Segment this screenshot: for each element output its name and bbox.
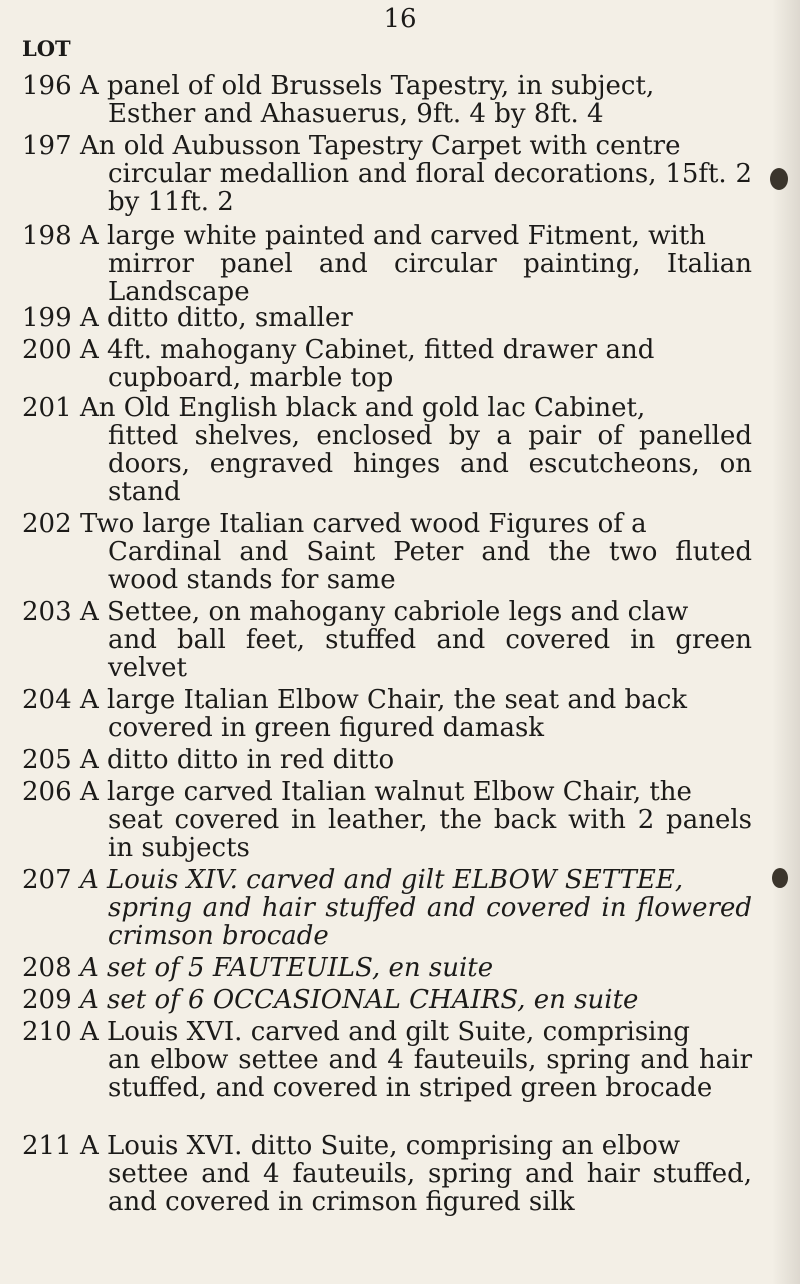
lot-description — [80, 510, 752, 594]
binding-mark — [770, 168, 788, 190]
lot-description — [80, 866, 752, 950]
lot-description-first-line: A Louis XIV. carved and gilt ELBOW SETTEE, — [80, 865, 684, 895]
lot-description-first-line: A large carved Italian walnut Elbow Chair, the — [80, 777, 692, 807]
lot-description-first-line: A Louis XVI. ditto Suite, comprising an elbow — [80, 1131, 681, 1161]
lot-description-continuation: settee and 4 fauteuils, spring and hair stuffed, and covered in crimson figured silk — [108, 1159, 752, 1217]
lot-description — [80, 1018, 752, 1102]
lot-description — [80, 72, 752, 128]
lot-number: 205 — [22, 745, 72, 775]
lot-description — [80, 778, 752, 862]
lot-number: 210 — [22, 1017, 72, 1047]
lot-description-first-line: A Louis XVI. carved and gilt Suite, comprising — [80, 1017, 690, 1047]
lot-number: 199 — [22, 303, 72, 333]
lot-number: 207 — [22, 865, 72, 895]
lot-description-first-line: Two large Italian carved wood Figures of a — [80, 509, 647, 539]
lot-number: 197 — [22, 131, 72, 161]
lot-description-first-line: An Old English black and gold lac Cabinet, — [80, 393, 646, 423]
page-number: 16 — [383, 4, 417, 34]
lot-number: 202 — [22, 509, 72, 539]
lot-description-first-line: A large Italian Elbow Chair, the seat and back — [80, 685, 688, 715]
lot-description-continuation: Esther and Ahasuerus, 9ft. 4 by 8ft. 4 — [108, 99, 604, 129]
lot-description-first-line: A large white painted and carved Fitment, with — [80, 221, 706, 251]
lot-number: 198 — [22, 221, 72, 251]
lot-number: 209 — [22, 985, 72, 1015]
lot-description — [80, 986, 752, 1014]
lot-description-continuation: Cardinal and Saint Peter and the two fluted wood stands for same — [108, 537, 752, 595]
lot-column-header: LOT — [22, 36, 71, 61]
lot-description — [80, 598, 752, 682]
lot-number: 206 — [22, 777, 72, 807]
lot-description-continuation: seat covered in leather, the back with 2 panels in subjects — [108, 805, 752, 863]
page-edge-shadow — [772, 0, 800, 1284]
lot-description — [80, 394, 752, 506]
lot-description — [80, 686, 752, 742]
lot-description-continuation: cupboard, marble top — [108, 363, 394, 393]
binding-mark — [772, 868, 788, 888]
lot-description — [80, 222, 752, 306]
lot-description-continuation: covered in green figured damask — [108, 713, 545, 743]
lot-number: 204 — [22, 685, 72, 715]
lot-number: 208 — [22, 953, 72, 983]
lot-number: 201 — [22, 393, 72, 423]
lot-description-continuation: and ball feet, stuffed and covered in green velvet — [108, 625, 752, 683]
lot-description-continuation: an elbow settee and 4 fauteuils, spring and hair stuffed, and covered in striped green brocade — [108, 1045, 752, 1103]
lot-description — [80, 1132, 752, 1216]
lot-number: 200 — [22, 335, 72, 365]
lot-number: 211 — [22, 1131, 72, 1161]
lot-description-continuation: circular medallion and floral decorations, 15ft. 2 by 11ft. 2 — [108, 159, 752, 217]
lot-description-first-line: A 4ft. mahogany Cabinet, fitted drawer and — [80, 335, 655, 365]
lot-description-first-line: A ditto ditto, smaller — [80, 303, 353, 333]
lot-description-continuation: spring and hair stuffed and covered in flowered crimson brocade — [108, 893, 752, 951]
lot-description-first-line: An old Aubusson Tapestry Carpet with centre — [80, 131, 681, 161]
lot-description — [80, 954, 752, 982]
lot-number: 196 — [22, 71, 72, 101]
lot-description — [80, 336, 752, 392]
lot-number: 203 — [22, 597, 72, 627]
lot-description-first-line: A ditto ditto in red ditto — [80, 745, 395, 775]
lot-description-first-line: A panel of old Brussels Tapestry, in subject, — [80, 71, 655, 101]
lot-description-first-line: A set of 6 OCCASIONAL CHAIRS, en suite — [80, 985, 639, 1015]
lot-description-continuation: fitted shelves, enclosed by a pair of panelled doors, engraved hinges and escutcheons, on stand — [108, 421, 752, 507]
lot-description — [80, 304, 752, 332]
lot-description — [80, 746, 752, 774]
lot-description-first-line: A Settee, on mahogany cabriole legs and claw — [80, 597, 689, 627]
lot-description-first-line: A set of 5 FAUTEUILS, en suite — [80, 953, 494, 983]
lot-description — [80, 132, 752, 216]
lot-description-continuation: mirror panel and circular painting, Italian Landscape — [108, 249, 752, 307]
